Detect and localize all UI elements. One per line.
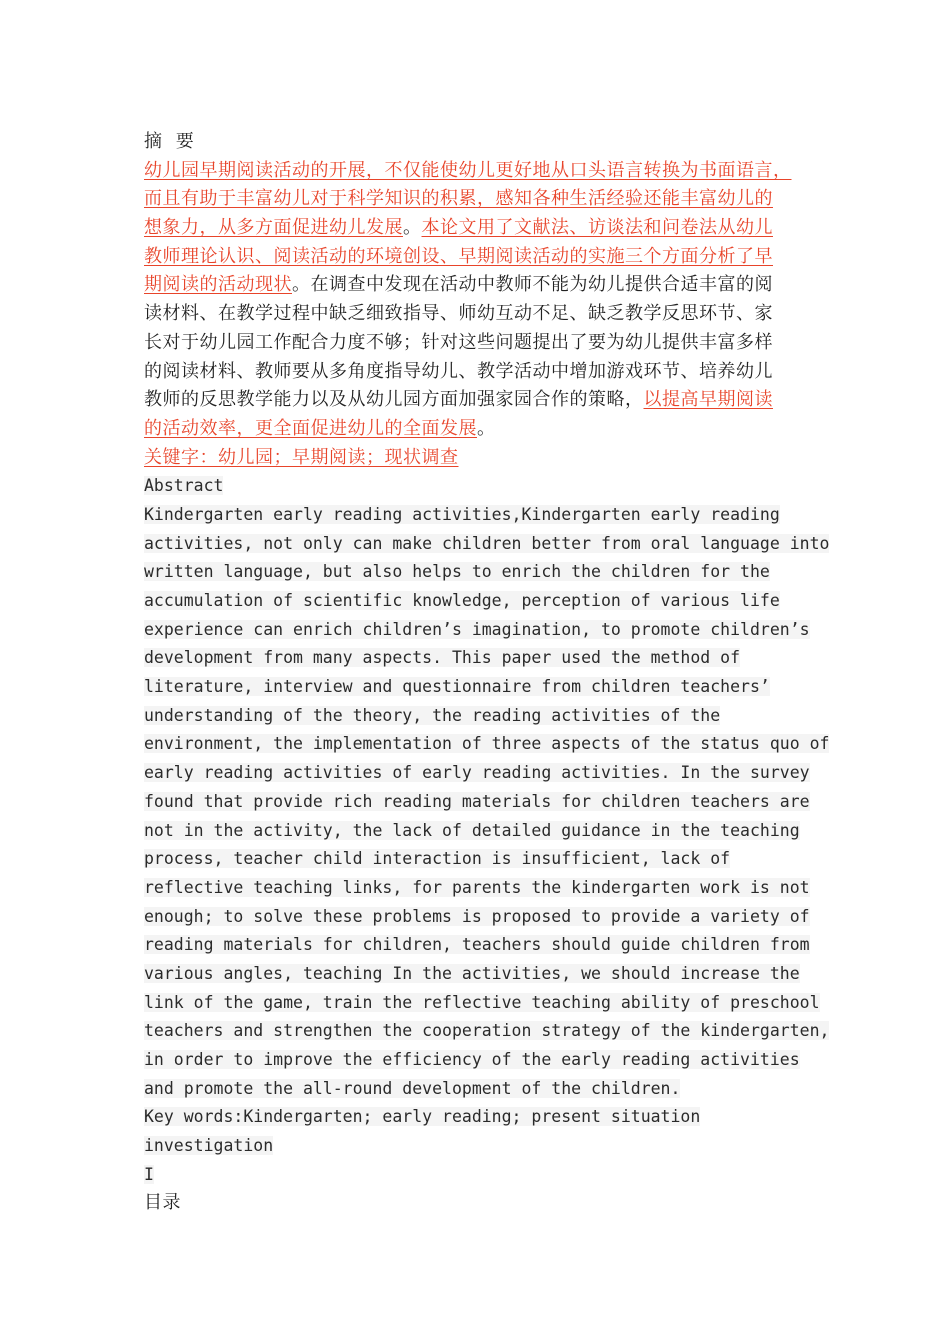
abstract-line-en-text: enough; to solve these problems is proposed to provide a variety of — [144, 906, 810, 926]
abstract-line-en — [144, 558, 816, 587]
abstract-body-cn — [144, 157, 816, 444]
abstract-line-en-text: various angles, teaching In the activities, we should increase the — [144, 963, 800, 983]
abstract-line-en — [144, 960, 816, 989]
abstract-line-en-text: experience can enrich children’s imagination, to promote children’s — [144, 619, 810, 639]
abstract-line-cn — [144, 358, 816, 387]
abstract-line-en — [144, 845, 816, 874]
abstract-line-en — [144, 817, 816, 846]
abstract-line-en-text: and promote the all-round development of the children. — [144, 1078, 681, 1098]
highlighted-text-segment: 期阅读的活动现状 — [144, 274, 292, 296]
abstract-line-en — [144, 730, 830, 759]
keywords-line-en — [144, 1103, 816, 1132]
abstract-line-cn — [144, 271, 816, 300]
abstract-line-en-text: accumulation of scientific knowledge, perception of various life — [144, 591, 780, 610]
abstract-line-en-text: activities, not only can make children better from oral language into — [144, 533, 830, 553]
abstract-line-cn — [144, 214, 816, 243]
abstract-heading-cn: 摘 要 — [144, 131, 198, 152]
abstract-line-en — [144, 530, 830, 559]
abstract-line-en — [144, 1075, 816, 1104]
keywords-line-en — [144, 1132, 816, 1161]
abstract-line-en-text: written language, but also helps to enrich the children for the — [144, 562, 770, 582]
text-segment: 读材料、在教学过程中缺乏细致指导、师幼互动不足、缺乏教学反思环节、家 — [144, 303, 773, 325]
highlighted-text-segment: 本论文用了文献法、访谈法和问卷法从幼儿 — [421, 217, 773, 239]
abstract-line-en — [144, 989, 820, 1018]
abstract-line-en — [144, 1046, 816, 1075]
abstract-line-en — [144, 501, 816, 530]
abstract-line-en — [144, 587, 816, 616]
page-number-text: I — [144, 1164, 154, 1184]
abstract-heading-en-text: Abstract — [144, 476, 224, 496]
abstract-line-en-text: early reading activities of early reading activities. In the survey — [144, 763, 810, 783]
highlighted-text-segment: 想象力，从多方面促进幼儿发展 — [144, 217, 403, 239]
keywords-line-en-text: Key words:Kindergarten; early reading; present situation — [144, 1107, 701, 1127]
abstract-line-en-text: in order to improve the efficiency of the early reading activities — [144, 1050, 800, 1069]
keywords-en — [144, 1103, 816, 1160]
abstract-line-en-text: environment, the implementation of three aspects of the status quo of — [144, 734, 830, 754]
highlighted-text-segment: 幼儿园早期阅读活动的开展，不仅能使幼儿更好地从口头语言转换为书面语言， — [144, 159, 792, 181]
abstract-body-en — [144, 501, 830, 1103]
abstract-line-cn — [144, 243, 816, 272]
abstract-line-en — [144, 788, 816, 817]
text-segment: 。 — [477, 417, 496, 439]
abstract-line-en-text: not in the activity, the lack of detailed guidance in the teaching — [144, 820, 800, 840]
abstract-line-en — [144, 759, 816, 788]
highlighted-text-segment: 而且有助于丰富幼儿对于科学知识的积累，感知各种生活经验还能丰富幼儿的 — [144, 188, 773, 210]
keywords-line-en-text: investigation — [144, 1136, 274, 1156]
text-segment: 教师的反思教学能力以及从幼儿园方面加强家园合作的策略， — [144, 389, 644, 411]
abstract-line-en-text: reflective teaching links, for parents the kindergarten work is not — [144, 877, 810, 897]
abstract-line-en — [144, 644, 816, 673]
abstract-line-en-text: literature, interview and questionnaire from children teachers’ — [144, 677, 770, 697]
abstract-line-en-text: process, teacher child interaction is insufficient, lack of — [144, 849, 731, 869]
abstract-line-en-text: teachers and strengthen the cooperation strategy of the kindergarten, — [144, 1021, 830, 1041]
abstract-line-cn — [144, 185, 816, 214]
highlighted-text-segment: 以提高早期阅读 — [643, 389, 773, 411]
highlighted-text-segment: 的活动效率，更全面促进幼儿的全面发展 — [144, 417, 477, 439]
keywords-cn: 关键字：幼儿园；早期阅读；现状调查 — [144, 446, 459, 468]
abstract-line-cn — [144, 157, 816, 186]
abstract-line-en — [144, 903, 816, 932]
page-number — [144, 1161, 816, 1190]
abstract-heading-en — [144, 472, 816, 501]
abstract-line-en — [144, 1017, 830, 1046]
page-content — [144, 128, 830, 1218]
abstract-line-en — [144, 702, 816, 731]
abstract-line-en — [144, 874, 816, 903]
text-segment: 。在调查中发现在活动中教师不能为幼儿提供合适丰富的阅 — [292, 274, 773, 296]
abstract-line-cn — [144, 329, 816, 358]
abstract-line-en — [144, 931, 816, 960]
text-segment: 长对于幼儿园工作配合力度不够；针对这些问题提出了要为幼儿提供丰富多样 — [144, 331, 773, 353]
toc-heading: 目录 — [144, 1192, 181, 1214]
abstract-line-en-text: link of the game, train the reflective teaching ability of preschool — [144, 992, 820, 1012]
text-segment: 。 — [403, 217, 422, 239]
abstract-line-en-text: understanding of the theory, the reading activities of the — [144, 705, 721, 725]
text-segment: 的阅读材料、教师要从多角度指导幼儿、教学活动中增加游戏环节、培养幼儿 — [144, 360, 773, 382]
abstract-line-en-text: reading materials for children, teachers should guide children from — [144, 935, 810, 955]
abstract-line-cn — [144, 300, 816, 329]
abstract-line-en-text: found that provide rich reading materials for children teachers are — [144, 791, 810, 811]
abstract-line-en-text: development from many aspects. This paper used the method of — [144, 648, 741, 668]
abstract-line-en — [144, 616, 816, 645]
highlighted-text-segment: 教师理论认识、阅读活动的环境创设、早期阅读活动的实施三个方面分析了早 — [144, 245, 773, 267]
abstract-line-cn — [144, 415, 816, 444]
abstract-line-en-text: Kindergarten early reading activities,Kindergarten early reading — [144, 504, 780, 524]
abstract-line-en — [144, 673, 816, 702]
abstract-line-cn — [144, 386, 816, 415]
